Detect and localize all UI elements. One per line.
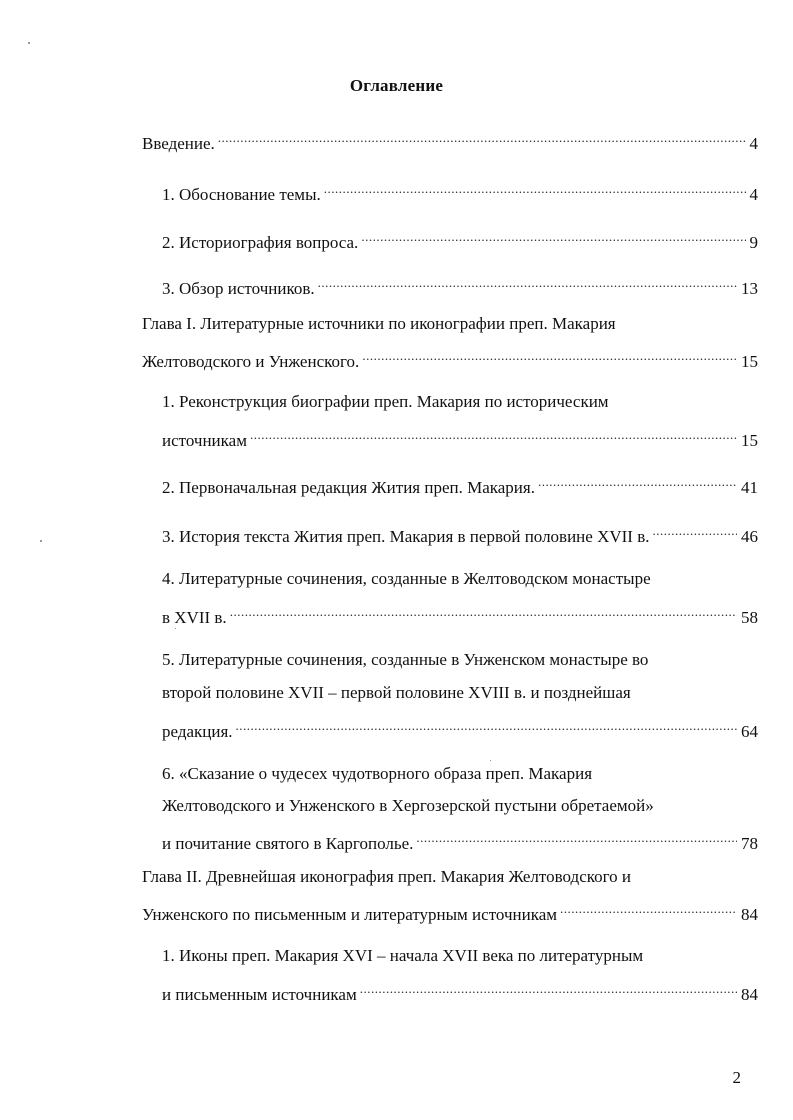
toc-entry-vita-text-history[interactable] [162,518,758,546]
toc-entry-text: Желтоводского и Унженского в Хергозерской пустыни обретаемой» [162,796,654,815]
toc-entry-text: редакция. [162,722,233,741]
toc-page-number: 9 [749,233,758,252]
toc-entry-text: 1. Обоснование темы. [162,185,321,204]
toc-page-number: 13 [741,279,758,298]
toc-entry-introduction[interactable] [142,125,758,153]
dot-leader [236,713,737,737]
dot-leader [361,224,745,248]
toc-page-number: 58 [741,608,758,627]
toc-entry-text: Глава II. Древнейшая иконография преп. Макария Желтоводского и [142,867,632,886]
toc-entry-zheltovodsk-works-line-2[interactable] [162,599,758,627]
toc-entry-text: 2. Первоначальная редакция Жития преп. Макария. [162,478,535,497]
toc-entry-text: 1. Иконы преп. Макария XVI – начала XVII века по литературным [162,946,644,965]
dot-leader [416,825,737,849]
scan-speck [40,540,42,542]
dot-leader [652,518,737,542]
toc-entry-text: 3. История текста Жития преп. Макария в первой половине XVII в. [162,527,650,546]
toc-page-number: 46 [741,527,758,546]
toc-entry-text: Желтоводского и Унженского. [142,352,360,371]
toc-entry-text: 5. Литературные сочинения, созданные в Унженском монастыре во [162,650,649,669]
dot-leader [250,422,737,446]
toc-entry-unzha-works-line-3[interactable] [162,713,758,741]
toc-entry-zheltovodsk-works-line-1[interactable] [162,567,758,591]
toc-page-number: 15 [741,431,758,450]
toc-entry-topic-justification[interactable] [162,176,758,204]
toc-page-number: 84 [741,905,758,924]
toc-entry-text: и письменным источникам [162,985,357,1004]
scan-speck [175,628,176,629]
toc-page-number: 4 [749,185,758,204]
toc-entry-text: и почитание святого в Каргополье. [162,834,414,853]
toc-entry-unzha-works-line-2[interactable] [162,681,758,705]
toc-page-number: 84 [741,985,758,1004]
toc-page-number: 78 [741,834,758,853]
dot-leader [318,270,737,294]
toc-entry-biography-line-2[interactable] [162,422,758,450]
toc-page-number: 41 [741,478,758,497]
toc-entry-icons-line-1[interactable] [162,944,758,968]
toc-entry-chapter-2-line-2[interactable] [142,896,758,924]
toc-entry-text: 1. Реконструкция биографии преп. Макария по историческим [162,392,609,411]
toc-entry-original-vita[interactable] [162,469,758,497]
toc-entry-skazanie-line-3[interactable] [162,825,758,853]
dot-leader [324,176,746,200]
toc-entry-text: в XVII в. [162,608,227,627]
toc-entry-chapter-2-line-1[interactable] [142,865,758,889]
toc-page-number: 64 [741,722,758,741]
dot-leader [230,599,737,623]
toc-entry-text: Унженского по письменным и литературным источникам [142,905,558,924]
toc-entry-text: Введение. [142,134,215,153]
toc-entry-chapter-1-line-1[interactable] [142,312,758,336]
toc-entry-chapter-1-line-2[interactable] [142,343,758,371]
toc-entry-text: 6. «Сказание о чудесех чудотворного образа преп. Макария [162,764,593,783]
dot-leader [218,125,746,149]
toc-entry-icons-line-2[interactable] [162,976,758,1004]
page-number: 2 [732,1068,741,1087]
toc-page-number: 4 [749,134,758,153]
dot-leader [538,469,737,493]
toc-page-number: 15 [741,352,758,371]
toc-entry-text: 2. Историография вопроса. [162,233,359,252]
dot-leader [360,976,737,1000]
toc-entry-sources-review[interactable] [162,270,758,298]
toc-entry-text: источникам [162,431,247,450]
dot-leader [362,343,737,367]
toc-entry-text: 4. Литературные сочинения, созданные в Желтоводском монастыре [162,569,651,588]
toc-entry-skazanie-line-2[interactable] [162,794,758,818]
dot-leader [560,896,737,920]
toc-entry-biography-line-1[interactable] [162,390,758,414]
page-title: Оглавление [349,76,444,95]
scan-speck [28,42,30,44]
toc-entry-unzha-works-line-1[interactable] [162,648,758,672]
scan-speck [490,760,491,761]
toc-entry-text: второй половине XVII – первой половине XVIII в. и позднейшая [162,683,631,702]
toc-entry-skazanie-line-1[interactable] [162,762,758,786]
toc-entry-text: 3. Обзор источников. [162,279,315,298]
toc-entry-historiography[interactable] [162,224,758,252]
toc-entry-text: Глава I. Литературные источники по иконографии преп. Макария [142,314,616,333]
